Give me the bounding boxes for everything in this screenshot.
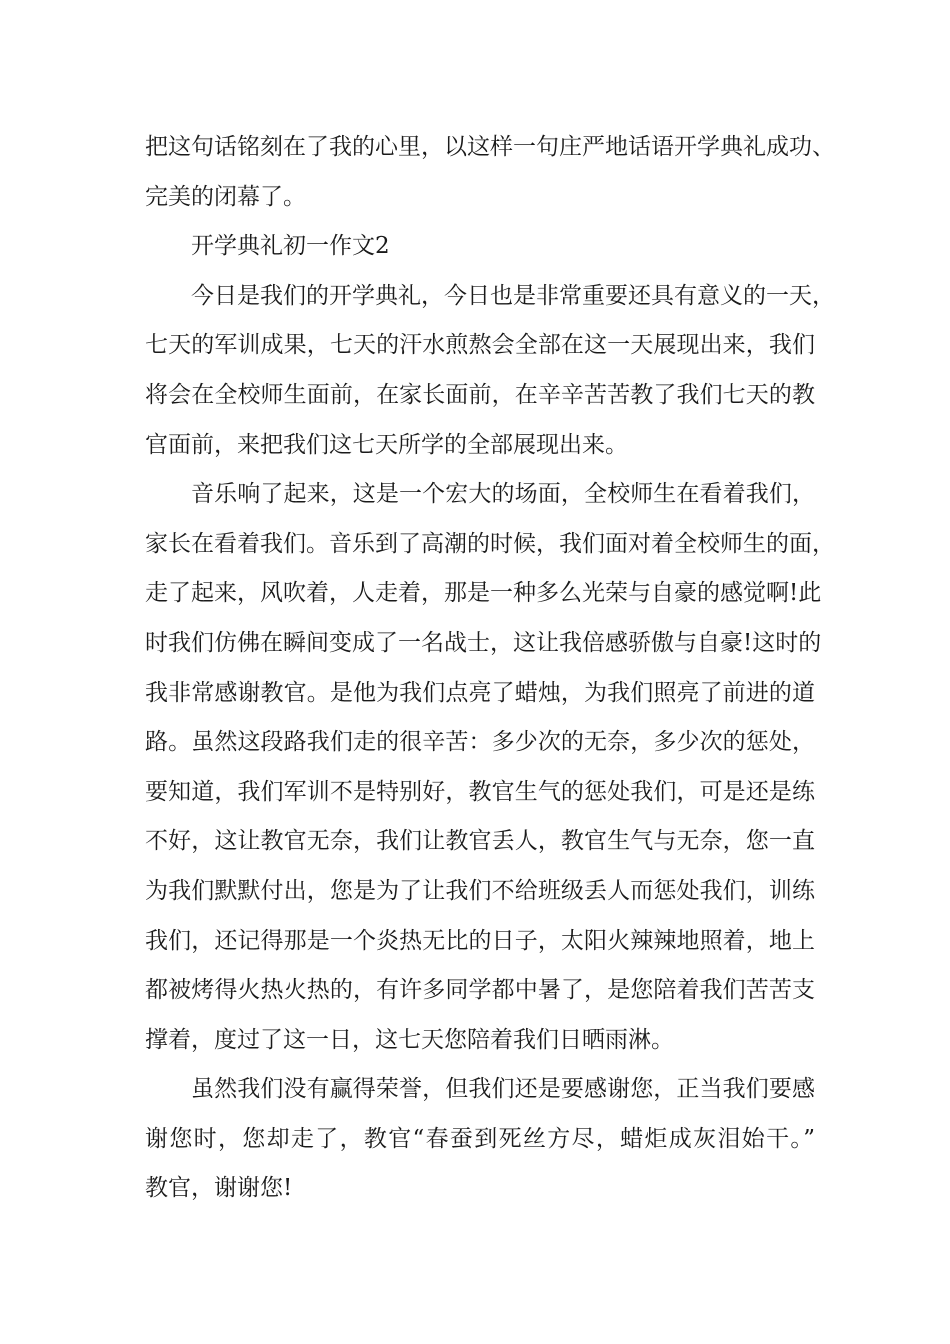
text-line: 把这句话铭刻在了我的心里，以这样一句庄严地话语开学典礼成功、 — [145, 134, 835, 160]
text-line: 我非常感谢教官。是他为我们点亮了蜡烛，为我们照亮了前进的道 — [145, 679, 815, 706]
text-line: 完美的闭幕了。 — [145, 183, 306, 210]
text-line: 为我们默默付出，您是为了让我们不给班级丢人而惩处我们，训练 — [145, 877, 815, 904]
text-line: 路。虽然这段路我们走的很辛苦：多少次的无奈，多少次的惩处， — [145, 729, 815, 756]
text-line: 官面前，来把我们这七天所学的全部展现出来。 — [145, 431, 628, 458]
text-line: 音乐响了起来，这是一个宏大的场面，全校师生在看着我们， — [191, 481, 815, 508]
heading-line: 开学典礼初一作文2 — [191, 233, 390, 260]
text-line: 撑着，度过了这一日，这七天您陪着我们日晒雨淋。 — [145, 1026, 674, 1053]
paragraph-ceremony — [145, 470, 835, 1065]
text-line: 走了起来，风吹着，人走着，那是一种多么光荣与自豪的感觉啊!此 — [145, 580, 822, 607]
text-line: 谢您时，您却走了，教官“春蚕到死丝方尽，蜡炬成灰泪始干。” — [145, 1125, 815, 1152]
text-line: 不好，这让教官无奈，我们让教官丢人，教官生气与无奈，您一直 — [145, 828, 815, 855]
paragraph-opening — [145, 272, 835, 470]
text-line: 教官，谢谢您! — [145, 1175, 293, 1202]
paragraph-closing-previous — [145, 123, 835, 222]
text-line: 时我们仿佛在瞬间变成了一名战士，这让我倍感骄傲与自豪!这时的 — [145, 629, 822, 656]
text-line: 我们，还记得那是一个炎热无比的日子，太阳火辣辣地照着，地上 — [145, 927, 815, 954]
text-line: 今日是我们的开学典礼，今日也是非常重要还具有意义的一天， — [191, 282, 835, 309]
paragraph-gratitude — [145, 1065, 815, 1214]
text-line: 七天的军训成果，七天的汗水煎熬会全部在这一天展现出来，我们 — [145, 332, 815, 359]
text-line: 虽然我们没有赢得荣誉，但我们还是要感谢您，正当我们要感 — [191, 1076, 815, 1103]
text-line: 将会在全校师生面前，在家长面前，在辛辛苦苦教了我们七天的教 — [145, 381, 815, 408]
document-body — [145, 123, 835, 1214]
text-line: 要知道，我们军训不是特别好，教官生气的惩处我们，可是还是练 — [145, 778, 815, 805]
text-line: 家长在看着我们。音乐到了高潮的时候，我们面对着全校师生的面， — [145, 530, 835, 557]
text-line: 都被烤得火热火热的，有许多同学都中暑了，是您陪着我们苦苦支 — [145, 977, 815, 1004]
essay-heading — [145, 222, 815, 272]
